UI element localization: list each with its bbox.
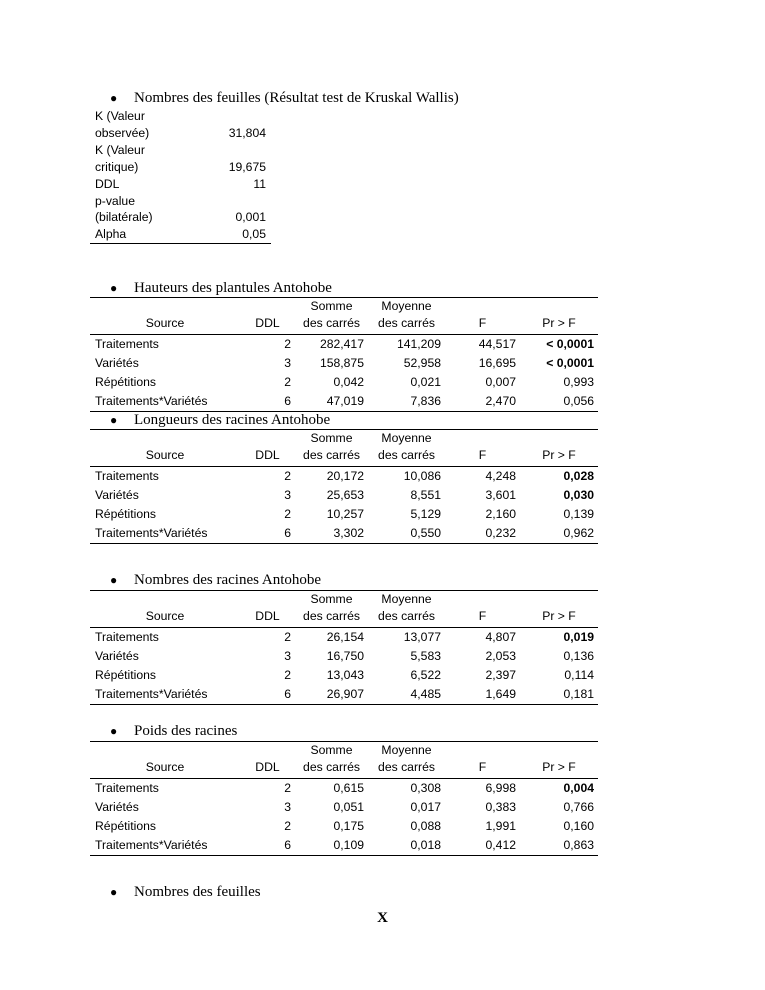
row-f: 16,695 xyxy=(478,355,516,370)
row-source: Répétitions xyxy=(95,667,156,682)
row-f: 4,248 xyxy=(485,468,516,483)
anova-heading-text: Longueurs des racines Antohobe xyxy=(134,412,331,428)
row-f: 44,517 xyxy=(478,336,516,351)
row-f: 3,601 xyxy=(485,487,516,502)
row-pr: 0,993 xyxy=(563,374,594,389)
row-pr: 0,114 xyxy=(564,667,594,682)
anova-heading-text: Poids des racines xyxy=(134,723,238,739)
row-f: 4,807 xyxy=(485,629,516,644)
kruskal-value: 11 xyxy=(253,176,266,191)
table-row xyxy=(90,685,598,705)
row-pr: 0,863 xyxy=(563,837,594,852)
table-row xyxy=(90,142,271,159)
row-source: Traitements xyxy=(95,468,159,483)
col-header-moyenne-2: des carrés xyxy=(368,759,445,779)
row-ss: 13,043 xyxy=(326,667,364,682)
row-ms: 10,086 xyxy=(403,468,441,483)
row-ddl: 2 xyxy=(284,374,291,389)
col-header-moyenne-2: des carrés xyxy=(368,608,445,628)
row-ss: 0,175 xyxy=(333,818,364,833)
table-row xyxy=(90,108,271,125)
bullet-icon: ● xyxy=(110,413,118,427)
col-header-source: Source xyxy=(90,608,240,628)
col-header-moyenne: Moyenne xyxy=(381,592,432,606)
row-ddl: 2 xyxy=(284,468,291,483)
row-source: Traitements*Variétés xyxy=(95,686,208,701)
table-row xyxy=(90,226,271,243)
row-source: Répétitions xyxy=(95,818,156,833)
row-ss: 3,302 xyxy=(333,525,364,540)
row-pr: 0,019 xyxy=(563,629,594,644)
table-row xyxy=(90,159,271,176)
col-header-moyenne: Moyenne xyxy=(381,299,432,313)
row-source: Traitements*Variétés xyxy=(95,525,208,540)
anova-heading-hauteurs xyxy=(110,279,332,297)
row-f: 2,053 xyxy=(485,648,516,663)
table-row xyxy=(90,193,271,210)
col-header-somme-2: des carrés xyxy=(295,315,368,335)
table-row xyxy=(90,778,598,798)
row-ms: 0,017 xyxy=(410,799,441,814)
row-ms: 0,018 xyxy=(410,837,441,852)
col-header-moyenne-2: des carrés xyxy=(368,447,445,467)
row-ms: 5,129 xyxy=(410,506,441,521)
kruskal-label: p-value xyxy=(95,193,135,208)
col-header-ddl: DDL xyxy=(240,608,295,628)
anova-table-nombres-racines xyxy=(90,590,598,705)
row-ss: 0,042 xyxy=(333,374,364,389)
row-pr: 0,004 xyxy=(563,780,594,795)
bullet-icon: ● xyxy=(110,91,118,105)
table-row xyxy=(90,209,271,226)
kruskal-value: 0,05 xyxy=(242,227,266,242)
kruskal-label: K (Valeur xyxy=(95,109,145,123)
row-pr: 0,056 xyxy=(563,393,594,408)
kruskal-label: K (Valeur xyxy=(95,142,145,157)
row-ms: 5,583 xyxy=(410,648,441,663)
col-header-source: Source xyxy=(90,447,240,467)
col-header-somme: Somme xyxy=(310,743,353,757)
row-f: 2,470 xyxy=(485,393,516,408)
anova-heading-text: Nombres des racines Antohobe xyxy=(134,572,322,588)
row-pr: 0,139 xyxy=(563,506,594,521)
bullet-icon: ● xyxy=(110,724,118,738)
kruskal-heading-text: Nombres des feuilles (Résultat test de Kruskal Wallis) xyxy=(134,90,459,106)
table-row xyxy=(90,392,598,412)
row-ss: 282,417 xyxy=(319,336,364,351)
row-ss: 16,750 xyxy=(326,648,364,663)
final-heading-text: Nombres des feuilles xyxy=(134,884,261,900)
anova-heading-poids-racines xyxy=(110,722,237,740)
row-ddl: 6 xyxy=(284,525,291,540)
col-header-moyenne: Moyenne xyxy=(381,743,432,757)
col-header-ddl: DDL xyxy=(240,759,295,779)
row-source: Traitements*Variétés xyxy=(95,837,208,852)
col-header-moyenne: Moyenne xyxy=(381,431,432,445)
row-ddl: 3 xyxy=(284,799,291,814)
kruskal-label: (bilatérale) xyxy=(95,210,153,225)
kruskal-value: 0,001 xyxy=(235,210,266,225)
col-header-somme-2: des carrés xyxy=(295,608,368,628)
row-f: 0,383 xyxy=(485,799,516,814)
col-header-f: F xyxy=(445,447,520,467)
row-pr: < 0,0001 xyxy=(546,336,594,351)
anova-table-longueurs xyxy=(90,429,598,544)
row-ms: 0,308 xyxy=(410,780,441,795)
col-header-moyenne-2: des carrés xyxy=(368,315,445,335)
kruskal-label: observée) xyxy=(95,125,150,140)
row-ddl: 6 xyxy=(284,837,291,852)
row-pr: 0,962 xyxy=(563,525,594,540)
row-ss: 20,172 xyxy=(326,468,364,483)
kruskal-value: 31,804 xyxy=(228,125,266,140)
row-ms: 13,077 xyxy=(403,629,441,644)
row-ddl: 2 xyxy=(284,780,291,795)
table-row xyxy=(90,176,271,193)
col-header-ddl: DDL xyxy=(240,447,295,467)
row-source: Traitements xyxy=(95,629,159,644)
row-ss: 0,615 xyxy=(333,780,364,795)
row-ddl: 2 xyxy=(284,667,291,682)
anova-heading-nombres-racines xyxy=(110,571,321,589)
row-ms: 141,209 xyxy=(396,336,441,351)
row-f: 0,232 xyxy=(485,525,516,540)
col-header-somme-2: des carrés xyxy=(295,759,368,779)
table-row xyxy=(90,627,598,647)
row-f: 2,397 xyxy=(485,667,516,682)
row-source: Répétitions xyxy=(95,506,156,521)
bullet-icon: ● xyxy=(110,281,118,295)
table-row xyxy=(90,817,598,836)
bullet-icon: ● xyxy=(110,573,118,587)
row-ddl: 6 xyxy=(284,686,291,701)
col-header-pr: Pr > F xyxy=(520,447,598,467)
row-ss: 47,019 xyxy=(326,393,364,408)
col-header-f: F xyxy=(445,759,520,779)
col-header-somme-2: des carrés xyxy=(295,447,368,467)
row-ms: 0,550 xyxy=(410,525,441,540)
row-ms: 4,485 xyxy=(410,686,441,701)
row-ddl: 2 xyxy=(284,506,291,521)
row-ddl: 2 xyxy=(284,629,291,644)
row-source: Traitements xyxy=(95,780,159,795)
bullet-icon: ● xyxy=(110,885,118,899)
row-ddl: 3 xyxy=(284,355,291,370)
page-number: X xyxy=(377,910,388,926)
row-ddl: 3 xyxy=(284,648,291,663)
row-ms: 0,021 xyxy=(410,374,441,389)
row-ms: 0,088 xyxy=(410,818,441,833)
col-header-source: Source xyxy=(90,759,240,779)
table-row xyxy=(90,524,598,544)
col-header-ddl: DDL xyxy=(240,315,295,335)
row-ss: 158,875 xyxy=(319,355,364,370)
col-header-somme: Somme xyxy=(310,431,353,445)
row-source: Variétés xyxy=(95,355,139,370)
row-source: Variétés xyxy=(95,648,139,663)
row-ms: 7,836 xyxy=(410,393,441,408)
row-ss: 10,257 xyxy=(326,506,364,521)
anova-heading-longueurs xyxy=(110,411,330,429)
row-source: Traitements xyxy=(95,336,159,351)
row-ddl: 2 xyxy=(284,336,291,351)
row-f: 0,007 xyxy=(485,374,516,389)
row-ms: 52,958 xyxy=(403,355,441,370)
table-row xyxy=(90,486,598,505)
row-f: 6,998 xyxy=(485,780,516,795)
row-f: 1,649 xyxy=(485,686,516,701)
row-ss: 26,154 xyxy=(326,629,364,644)
col-header-pr: Pr > F xyxy=(520,608,598,628)
row-pr: < 0,0001 xyxy=(546,355,594,370)
kruskal-label: critique) xyxy=(95,159,139,174)
table-row xyxy=(90,354,598,373)
row-ddl: 2 xyxy=(284,818,291,833)
table-row xyxy=(90,647,598,666)
kruskal-heading xyxy=(110,89,459,107)
anova-heading-text: Hauteurs des plantules Antohobe xyxy=(134,280,332,296)
table-row xyxy=(90,666,598,685)
col-header-pr: Pr > F xyxy=(520,759,598,779)
row-ddl: 3 xyxy=(284,487,291,502)
col-header-somme: Somme xyxy=(310,299,353,313)
col-header-source: Source xyxy=(90,315,240,335)
anova-table-hauteurs xyxy=(90,297,598,412)
row-pr: 0,028 xyxy=(563,468,594,483)
row-f: 1,991 xyxy=(485,818,516,833)
row-pr: 0,181 xyxy=(563,686,594,701)
row-ddl: 6 xyxy=(284,393,291,408)
kruskal-label: DDL xyxy=(95,176,120,191)
table-row xyxy=(90,125,271,142)
table-row xyxy=(90,334,598,354)
row-pr: 0,136 xyxy=(563,648,594,663)
col-header-f: F xyxy=(445,315,520,335)
anova-table-poids-racines xyxy=(90,741,598,856)
row-ms: 6,522 xyxy=(410,667,441,682)
row-pr: 0,030 xyxy=(563,487,594,502)
table-row xyxy=(90,836,598,856)
row-f: 0,412 xyxy=(485,837,516,852)
row-source: Variétés xyxy=(95,799,139,814)
kruskal-label: Alpha xyxy=(95,227,127,242)
row-ss: 26,907 xyxy=(326,686,364,701)
col-header-somme: Somme xyxy=(310,592,353,606)
row-ms: 8,551 xyxy=(410,487,441,502)
kruskal-value: 19,675 xyxy=(228,159,266,174)
row-pr: 0,766 xyxy=(563,799,594,814)
kruskal-table xyxy=(90,108,271,244)
table-row xyxy=(90,798,598,817)
row-ss: 25,653 xyxy=(326,487,364,502)
table-row xyxy=(90,466,598,486)
row-ss: 0,051 xyxy=(333,799,364,814)
row-source: Variétés xyxy=(95,487,139,502)
row-f: 2,160 xyxy=(485,506,516,521)
row-pr: 0,160 xyxy=(563,818,594,833)
row-source: Traitements*Variétés xyxy=(95,393,208,408)
table-row xyxy=(90,505,598,524)
row-ss: 0,109 xyxy=(333,837,364,852)
table-row xyxy=(90,373,598,392)
col-header-pr: Pr > F xyxy=(520,315,598,335)
final-heading xyxy=(110,883,261,901)
col-header-f: F xyxy=(445,608,520,628)
row-source: Répétitions xyxy=(95,374,156,389)
